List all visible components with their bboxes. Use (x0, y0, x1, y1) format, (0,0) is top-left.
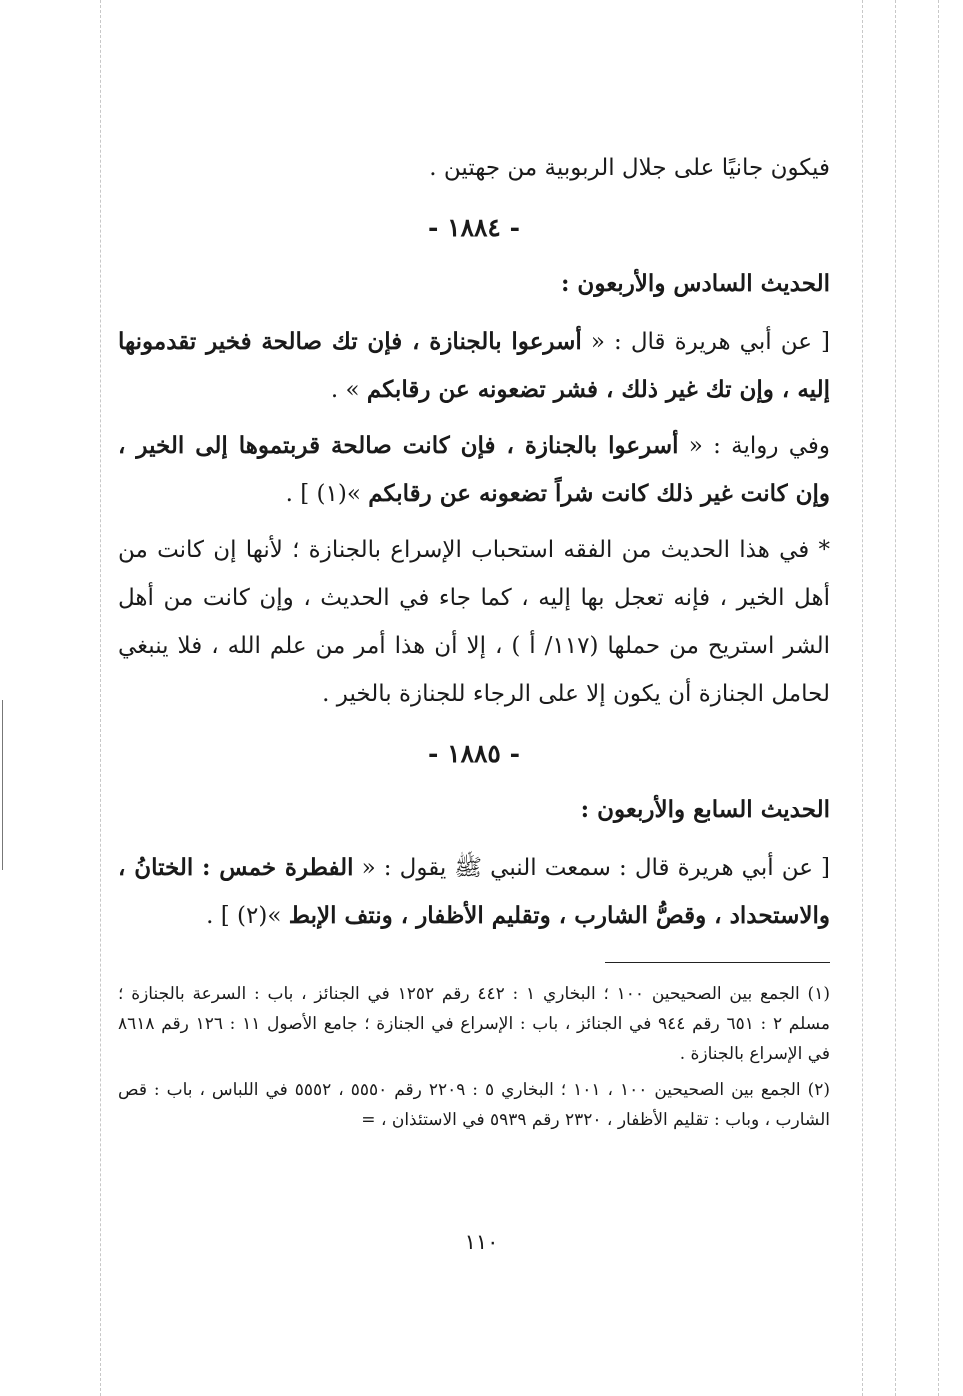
hadith-heading-47: الحديث السابع والأربعون : (580, 796, 830, 823)
hadith-paragraph-1885 (118, 844, 830, 940)
riwaya-intro: وفي رواية : « (678, 433, 830, 459)
gutter-line (862, 0, 863, 1396)
hadith-number-1884: - ١٨٨٤ - (428, 213, 520, 242)
hadith-paragraph-1884 (118, 318, 830, 414)
page-number: ١١٠ (464, 1230, 499, 1254)
riwaya-paragraph-1884 (118, 422, 830, 518)
footnote-1: (١) الجمع بين الصحيحين ١٠٠ ؛ البخاري ١ : ٤٤٢ رقم ١٢٥٢ في الجنائز ، باب : السرعة بالجنازة ؛ مسلم ٢ : ٦٥١ رقم ٩٤٤ في الجنائز ، باب : الإسراع في الجنازة ؛ جامع الأصول ١١ : ١٢٦ رقم ٨٦١٨ في الإسراع بالجنازة . (118, 984, 831, 1064)
hadith-intro: [ عن أبي هريرة قال : سمعت النبي ﷺ يقول : « (353, 855, 830, 881)
riwaya-close: »(١) ] . (285, 481, 369, 507)
footnote-separator (605, 962, 830, 963)
hadith-close: » . (330, 377, 367, 403)
margin-mark (2, 700, 3, 870)
commentary-paragraph: * في هذا الحديث من الفقه استحباب الإسراع بالجنازة ؛ لأنها إن كانت من أهل الخير ، فإنه تعجل بها إليه ، كما جاء في الحديث ، وإن كانت من أهل الشر استريح من حملها (١١٧/ أ ) ، إلا أن هذا أمر من علم الله ، فلا ينبغي لحامل الجنازة أن يكون إلا على الرجاء للجنازة بالخير . (118, 537, 830, 707)
hadith-text: الفطرة خمس : الختانُ ، والاستحداد ، وقصُّ الشارب ، وتقليم الأظفار ، ونتف الإبط (118, 854, 830, 929)
opening-line: فيكون جانيًا على جلال الربوبية من جهتين . (429, 155, 830, 181)
hadith-intro: [ عن أبي هريرة قال : « (581, 329, 831, 355)
hadith-number-1885: - ١٨٨٥ - (428, 739, 520, 768)
gutter-line (895, 0, 896, 1396)
riwaya-text: أسرعوا بالجنازة ، فإن كانت صالحة قربتموها إلى الخير ، وإن كانت غير ذلك كانت شراً تضعونه عن رقابكم (118, 432, 830, 507)
gutter-line (100, 0, 101, 1396)
hadith-text: أسرعوا بالجنازة ، فإن تك صالحة فخير تقدمونها إليه ، وإن تك غير ذلك ، فشر تضعونه عن رقابكم (118, 328, 830, 403)
hadith-close: »(٢) ] . (206, 903, 289, 929)
gutter-line (938, 0, 939, 1396)
book-page (118, 140, 830, 1141)
hadith-heading-46: الحديث السادس والأربعون : (560, 270, 830, 297)
footnote-2: (٢) الجمع بين الصحيحين ١٠٠ ، ١٠١ ؛ البخاري ٥ : ٢٢٠٩ رقم ٥٥٥٠ ، ٥٥٥٢ في اللباس ، باب : قص الشارب ، وباب : تقليم الأظفار ، ٢٣٢٠ رقم ٥٩٣٩ في الاستئذان ، = (118, 1080, 830, 1130)
